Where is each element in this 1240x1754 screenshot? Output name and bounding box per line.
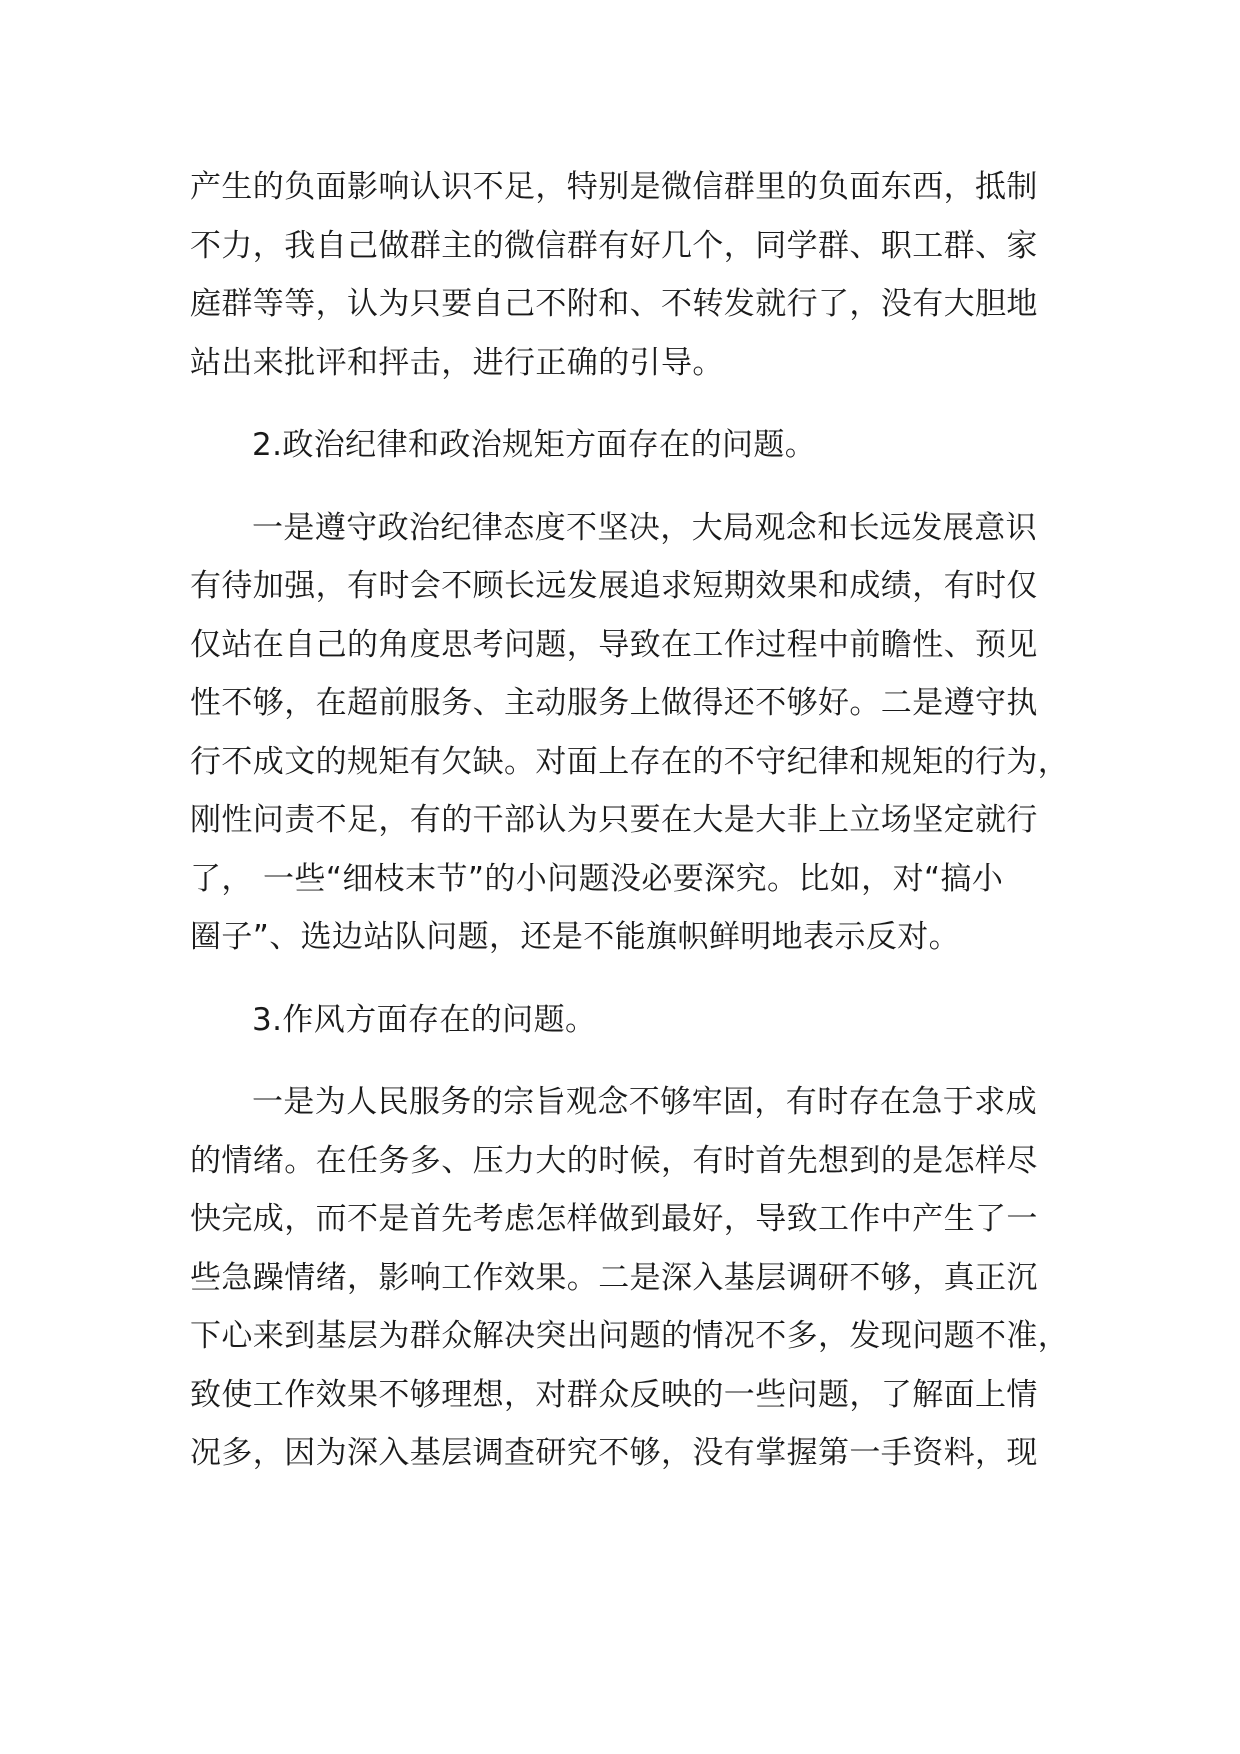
text-line: 庭群等等，认为只要自己不附和、不转发就行了，没有大胆地 [190, 286, 1038, 322]
text-line: 致使工作效果不够理想，对群众反映的一些问题，了解面上情 [190, 1376, 1038, 1413]
paragraph-spacing [190, 1049, 1090, 1073]
text-line: 圈子”、选边站队问题，还是不能旗帜鲜明地表示反对。 [190, 919, 961, 955]
text-line: 刚性问责不足，有的干部认为只要在大是大非上立场坚定就行 [190, 802, 1038, 838]
text-line: 些急躁情绪，影响工作效果。二是深入基层调研不够，真正沉 [190, 1259, 1038, 1296]
section-heading: 2.政治纪律和政治规矩方面存在的问题。 [252, 427, 817, 463]
document-body [190, 158, 1090, 1483]
paragraph-section-2 [190, 499, 1090, 967]
paragraph-spacing [190, 475, 1090, 499]
paragraph-spacing [190, 967, 1090, 991]
text-line: 快完成，而不是首先考虑怎样做到最好，导致工作中产生了一 [190, 1201, 1038, 1237]
text-line: 下心来到基层为群众解决突出问题的情况不多，发现问题不准， [190, 1318, 1070, 1354]
paragraph-spacing [190, 392, 1090, 416]
text-line: 产生的负面影响认识不足，特别是微信群里的负面东西，抵制 [190, 169, 1038, 205]
text-line: 况多，因为深入基层调查研究不够，没有掌握第一手资料，现 [190, 1435, 1038, 1471]
paragraph-continued [190, 158, 1090, 392]
text-line: 仅站在自己的角度思考问题，导致在工作过程中前瞻性、预见 [190, 626, 1038, 663]
text-line: 一是遵守政治纪律态度不坚决，大局观念和长远发展意识 [252, 509, 1037, 546]
text-line: 行不成文的规矩有欠缺。对面上存在的不守纪律和规矩的行为， [190, 743, 1070, 780]
text-line: 一是为人民服务的宗旨观念不够牢固，有时存在急于求成 [252, 1084, 1037, 1120]
paragraph-section-3 [190, 1073, 1090, 1483]
text-line: 有待加强，有时会不顾长远发展追求短期效果和成绩，有时仅 [190, 568, 1038, 604]
text-line: 不力，我自己做群主的微信群有好几个，同学群、职工群、家 [190, 227, 1038, 264]
section-heading: 3.作风方面存在的问题。 [252, 1001, 597, 1038]
text-line: 的情绪。在任务多、压力大的时候，有时首先想到的是怎样尽 [190, 1142, 1038, 1179]
text-line: 了， 一些“细枝末节”的小问题没必要深究。比如，对“搞小 [190, 860, 1004, 897]
text-line: 站出来批评和抨击，进行正确的引导。 [190, 344, 724, 381]
text-line: 性不够，在超前服务、主动服务上做得还不够好。二是遵守执 [190, 685, 1038, 721]
